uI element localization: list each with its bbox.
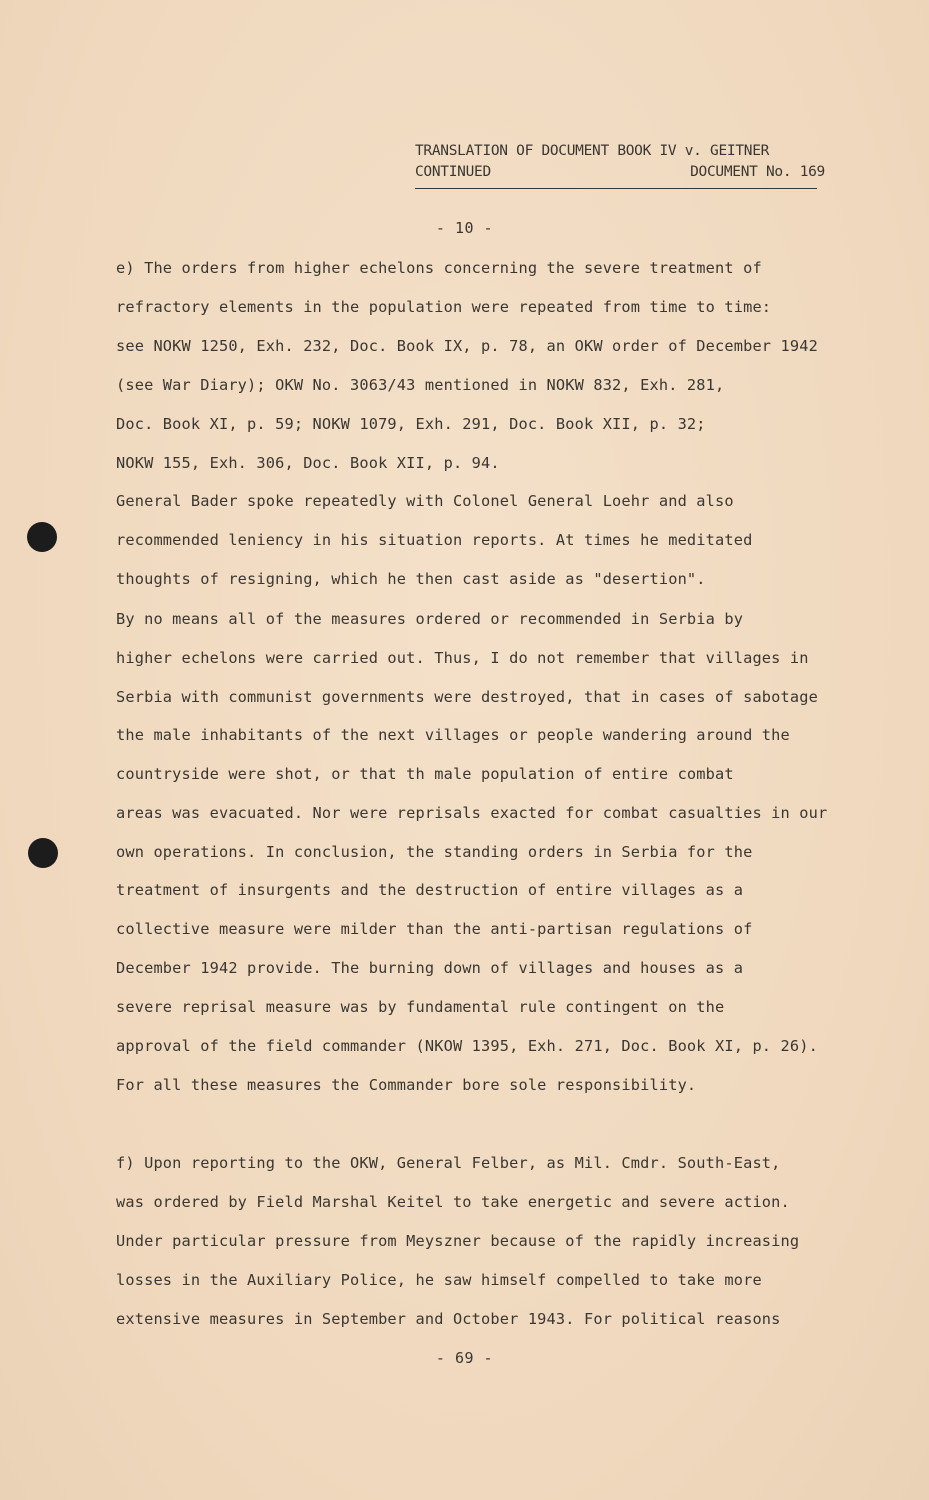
body-line: areas was evacuated. Nor were reprisals exacted for combat casualties in our bbox=[116, 804, 828, 822]
body-line: own operations. In conclusion, the standing orders in Serbia for the bbox=[116, 843, 753, 861]
body-line: losses in the Auxiliary Police, he saw himself compelled to take more bbox=[116, 1271, 762, 1289]
body-line: Serbia with communist governments were destroyed, that in cases of sabotage bbox=[116, 688, 818, 706]
body-line: treatment of insurgents and the destruction of entire villages as a bbox=[116, 881, 744, 899]
header-continued: CONTINUED bbox=[415, 164, 491, 180]
header-document-number: DOCUMENT No. 169 bbox=[690, 164, 825, 180]
body-line: extensive measures in September and October 1943. For political reasons bbox=[116, 1310, 781, 1328]
body-line: f) Upon reporting to the OKW, General Felber, as Mil. Cmdr. South-East, bbox=[116, 1154, 781, 1172]
body-line: thoughts of resigning, which he then cast aside as "desertion". bbox=[116, 570, 706, 588]
body-line: By no means all of the measures ordered or recommended in Serbia by bbox=[116, 610, 744, 628]
top-page-number: - 10 - bbox=[435, 219, 494, 237]
body-line: (see War Diary); OKW No. 3063/43 mentioned in NOKW 832, Exh. 281, bbox=[116, 376, 725, 394]
body-line: e) The orders from higher echelons concerning the severe treatment of bbox=[116, 259, 762, 277]
body-line: For all these measures the Commander bore sole responsibility. bbox=[116, 1076, 697, 1094]
document-header bbox=[415, 141, 825, 183]
body-line: recommended leniency in his situation reports. At times he meditated bbox=[116, 531, 753, 549]
body-line: the male inhabitants of the next villages or people wandering around the bbox=[116, 726, 790, 744]
body-line: see NOKW 1250, Exh. 232, Doc. Book IX, p. 78, an OKW order of December 1942 bbox=[116, 337, 818, 355]
body-line: severe reprisal measure was by fundamental rule contingent on the bbox=[116, 998, 725, 1016]
body-line: was ordered by Field Marshal Keitel to take energetic and severe action. bbox=[116, 1193, 790, 1211]
body-line: Doc. Book XI, p. 59; NOKW 1079, Exh. 291, Doc. Book XII, p. 32; bbox=[116, 415, 706, 433]
body-line: approval of the field commander (NKOW 1395, Exh. 271, Doc. Book XI, p. 26). bbox=[116, 1037, 818, 1055]
body-line: Under particular pressure from Meyszner because of the rapidly increasing bbox=[116, 1232, 800, 1250]
punch-hole bbox=[27, 522, 57, 552]
body-line: General Bader spoke repeatedly with Colonel General Loehr and also bbox=[116, 492, 734, 510]
body-line: December 1942 provide. The burning down of villages and houses as a bbox=[116, 959, 744, 977]
body-line: refractory elements in the population were repeated from time to time: bbox=[116, 298, 772, 316]
body-line: higher echelons were carried out. Thus, I do not remember that villages in bbox=[116, 649, 809, 667]
body-line: NOKW 155, Exh. 306, Doc. Book XII, p. 94. bbox=[116, 454, 500, 472]
header-rule bbox=[415, 188, 817, 189]
header-title: TRANSLATION OF DOCUMENT BOOK IV v. GEITNER bbox=[415, 143, 770, 159]
punch-hole bbox=[28, 838, 58, 868]
bottom-page-number: - 69 - bbox=[435, 1349, 494, 1367]
body-line: countryside were shot, or that th male population of entire combat bbox=[116, 765, 734, 783]
body-line: collective measure were milder than the anti-partisan regulations of bbox=[116, 920, 753, 938]
